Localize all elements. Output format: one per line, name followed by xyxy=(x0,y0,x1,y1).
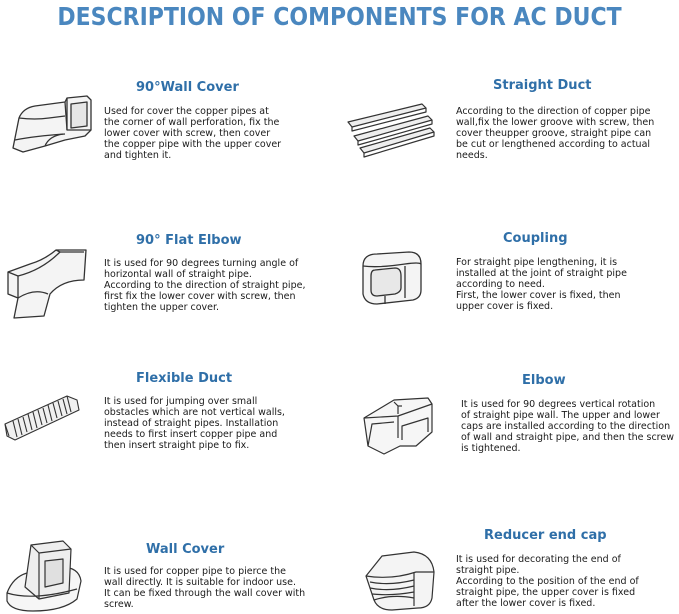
component-description-straight-duct: According to the direction of copper pipe wall,fix the lower groove with screw, then cover theupper groove, straight pipe can be cut or lengthened according to actual needs. xyxy=(456,106,655,161)
reducer-end-cap-icon xyxy=(362,546,442,612)
vertical-elbow-icon xyxy=(358,388,438,460)
wall-corner-cover-icon xyxy=(5,90,95,162)
flexible-duct-icon xyxy=(1,388,83,444)
component-title-reducer-end-cap: Reducer end cap xyxy=(484,528,607,543)
component-title-90-wall-cover: 90°Wall Cover xyxy=(136,80,239,95)
component-title-straight-duct: Straight Duct xyxy=(493,78,592,93)
flat-elbow-icon xyxy=(4,246,96,320)
component-description-90-wall-cover: Used for cover the copper pipes at the corner of wall perforation, fix the lower cover with screw, then cover the copper pipe with the upper cover and tighten it. xyxy=(104,106,282,161)
straight-duct-icon xyxy=(344,100,436,162)
component-title-wall-cover: Wall Cover xyxy=(146,542,225,557)
coupling-icon xyxy=(355,248,425,308)
component-description-elbow: It is used for 90 degrees vertical rotation of straight pipe wall. The upper and lower caps are installed according to the direction of wall and straight pipe, and then the screw is tightened. xyxy=(461,399,674,454)
component-title-flexible-duct: Flexible Duct xyxy=(136,371,233,386)
component-description-90-flat-elbow: It is used for 90 degrees turning angle of horizontal wall of straight pipe. According to the direction of straight pipe, first fix the lower cover with screw, then tighten the upper cover. xyxy=(104,258,306,313)
component-title-elbow: Elbow xyxy=(522,373,566,388)
component-description-flexible-duct: It is used for jumping over small obstacles which are not vertical walls, instead of straight pipes. Installation needs to first insert copper pipe and then insert straight pipe to fix. xyxy=(104,396,285,451)
component-title-coupling: Coupling xyxy=(503,231,568,246)
component-title-90-flat-elbow: 90° Flat Elbow xyxy=(136,233,242,248)
component-description-coupling: For straight pipe lengthening, it is installed at the joint of straight pipe according to need. First, the lower cover is fixed, then upper cover is fixed. xyxy=(456,257,627,312)
wall-cover-icon xyxy=(3,537,85,613)
component-description-reducer-end-cap: It is used for decorating the end of straight pipe. According to the position of the end of straight pipe, the upper cover is fixed after the lower cover is fixed. xyxy=(456,554,639,609)
page-title: DESCRIPTION OF COMPONENTS FOR AC DUCT xyxy=(57,2,622,31)
component-description-wall-cover: It is used for copper pipe to pierce the wall directly. It is suitable for indoor use. It can be fixed through the wall cover with screw. xyxy=(104,566,306,610)
